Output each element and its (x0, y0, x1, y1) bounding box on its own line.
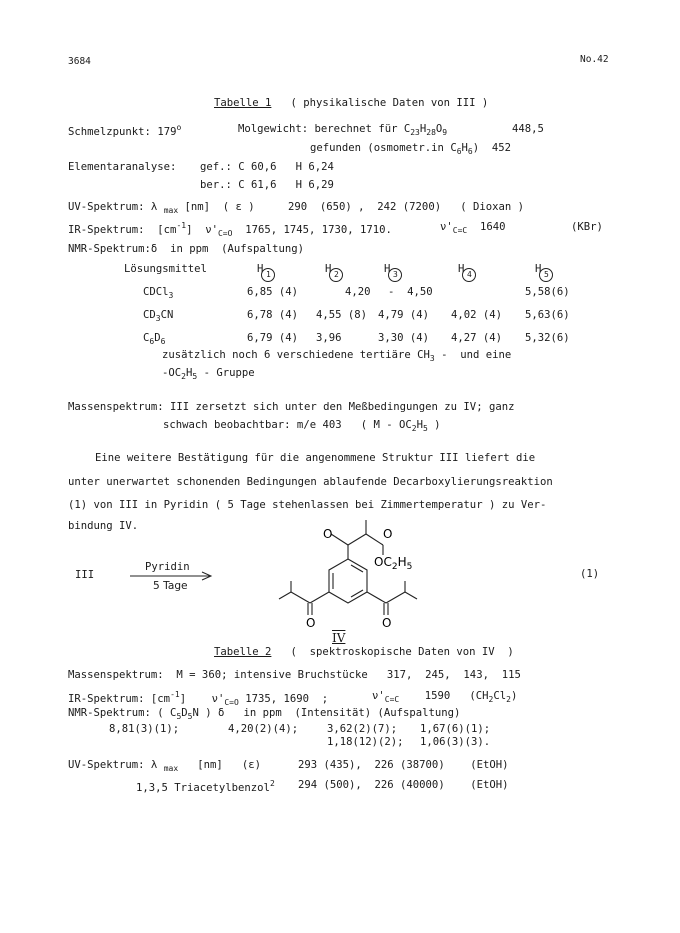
oxygen-label: O (382, 616, 392, 630)
equation-number: (1) (580, 568, 600, 580)
nmr-value: 1,06(3)(3). (420, 736, 491, 748)
molecular-weight-found: gefunden (osmometr.in $C_6H_6$) 452 (310, 142, 512, 156)
nmr-row-value: 5,32(6) (525, 332, 570, 344)
uv-values-1: 290 (650) , 242 (7200) ( Dioxan ) (288, 201, 524, 213)
h3-header: H 3 (384, 264, 402, 282)
nmr-row-value: 6,78 (4) (247, 309, 299, 321)
nmr-row-value: 4,02 (4) (451, 309, 503, 321)
ea-calc: ber.: C 61,6 H 6,29 (200, 179, 334, 191)
ester-group-label: $OC_2H_5$ (374, 555, 413, 572)
nmr-row-value: 3,96 (316, 332, 342, 344)
table1-title: Tabelle 1 (214, 97, 272, 109)
nmr-note-2: $-OC_2H_5$ - Gruppe (162, 367, 255, 381)
nmr-row-value: 6,85 (4) (247, 286, 299, 298)
compound-label-iv: IV (332, 631, 346, 645)
nmr-value: 8,81(3)(1); (109, 723, 180, 735)
oxygen-label: O (323, 527, 333, 541)
h1-header: H 1 (257, 264, 275, 282)
mass-spectrum-1: Massenspektrum: III zersetzt sich unter den Meßbedingungen zu IV; ganz (68, 401, 515, 413)
reactant-label: III (75, 569, 95, 581)
body-text-line: bindung IV. (68, 520, 139, 532)
oxygen-label: O (383, 527, 393, 541)
nmr-row-value: 4,55 (8) (316, 309, 368, 321)
nmr-row-solvent: $C_6D_6$ (143, 332, 166, 346)
structure-iv (262, 515, 442, 630)
nmr-row-value: 5,58(6) (525, 286, 570, 298)
body-text-line: unter unerwartet schonenden Bedingungen ablaufende Decarboxylierungsreaktion (68, 476, 553, 488)
reaction-time: 5 Tage (153, 580, 188, 592)
ir-cc-1: $\nu'_{C=C}$ 1640 (440, 221, 506, 235)
nmr-row-value: - 4,50 (388, 286, 433, 298)
nmr-row-value: 6,79 (4) (247, 332, 299, 344)
ir-medium: (KBr) (571, 221, 603, 233)
nmr-value: 1,67(6)(1); (420, 723, 491, 735)
nmr-value: 3,62(2)(7); (327, 723, 398, 735)
nmr-row-value: 4,79 (4) (378, 309, 430, 321)
nmr-row-value: 5,63(6) (525, 309, 570, 321)
table2-heading (214, 647, 514, 658)
reagent-label: Pyridin (145, 561, 190, 573)
h4-header: H 4 (458, 264, 476, 282)
page-number: 3684 (68, 56, 91, 67)
nmr-row-solvent: CDCl$_3$ (143, 286, 174, 300)
ir-cc-iv: $\nu'_{C=C}$ 1590 $(CH_2Cl_2)$ (372, 690, 518, 704)
mass-spectrum-2: schwach beobachtbar: m/e 403 ( M - $OC_2H_5$ ) (163, 419, 441, 433)
reference-compound: 1,3,5 Triacetylbenzol$^2$ (136, 779, 275, 794)
nmr-note-1: zusätzlich noch 6 verschiedene tertiäre $CH_3$ - und eine (162, 349, 512, 363)
solvent-header: Lösungsmittel (124, 263, 207, 275)
mw-calc-value: 448,5 (512, 123, 544, 135)
table1-subtitle: ( physikalische Daten von III ) (290, 97, 489, 109)
molecular-weight-calc: Molgewicht: berechnet für $C_{23}H_{28}O_9$ (238, 123, 448, 137)
body-text-line: (1) von III in Pyridin ( 5 Tage stehenlassen bei Zimmertemperatur ) zu Ver- (68, 499, 547, 511)
nmr-value: 1,18(12)(2); (327, 736, 404, 748)
uv-values-iv: 293 (435), 226 (38700) (EtOH) (298, 759, 509, 771)
ea-found: gef.: C 60,6 H 6,24 (200, 161, 334, 173)
melting-point: Schmelzpunkt: 179$^o$ (68, 123, 182, 138)
ir-spectrum-1: IR-Spektrum: $[cm^{-1}]$ $\nu'_{C=O}$ 1765, 1745, 1730, 1710. (68, 221, 392, 238)
elemental-analysis-label: Elementaranalyse: (68, 161, 177, 173)
uv-spectrum-iv: UV-Spektrum: λ $_{max}$ [nm] (ε) (68, 759, 262, 773)
nmr-spectrum-iv: NMR-Spektrum: ( $C_5D_5N$ ) δ in ppm (Intensität) (Aufspaltung) (68, 707, 461, 721)
nmr-spectrum-1: NMR-Spektrum:δ in ppm (Aufspaltung) (68, 243, 304, 255)
mass-spectrum-iv: Massenspektrum: M = 360; intensive Bruchstücke 317, 245, 143, 115 (68, 669, 521, 681)
ir-spectrum-iv: IR-Spektrum: $[cm^{-1}]$ $\nu'_{C=O}$ 1735, 1690 ; (68, 690, 329, 707)
reference-uv-values: 294 (500), 226 (40000) (EtOH) (298, 779, 509, 791)
nmr-value: 4,20(2)(4); (228, 723, 299, 735)
nmr-row-value: 4,27 (4) (451, 332, 503, 344)
issue-number: No.42 (580, 54, 609, 65)
body-text-line: Eine weitere Bestätigung für die angenommene Struktur III liefert die (95, 452, 536, 464)
table2-subtitle: ( spektroskopische Daten von IV ) (290, 646, 514, 658)
uv-spectrum-1: UV-Spektrum: λ $_{max}$ [nm] ( ε ) (68, 201, 255, 215)
nmr-row-value: 4,20 (345, 286, 371, 298)
oxygen-label: O (306, 616, 316, 630)
table1-heading (214, 98, 488, 109)
h2-header: H 2 (325, 264, 343, 282)
nmr-row-value: 3,30 (4) (378, 332, 430, 344)
nmr-row-solvent: $CD_3CN$ (143, 309, 174, 323)
table2-title: Tabelle 2 (214, 646, 272, 658)
h5-header: H 5 (535, 264, 553, 282)
